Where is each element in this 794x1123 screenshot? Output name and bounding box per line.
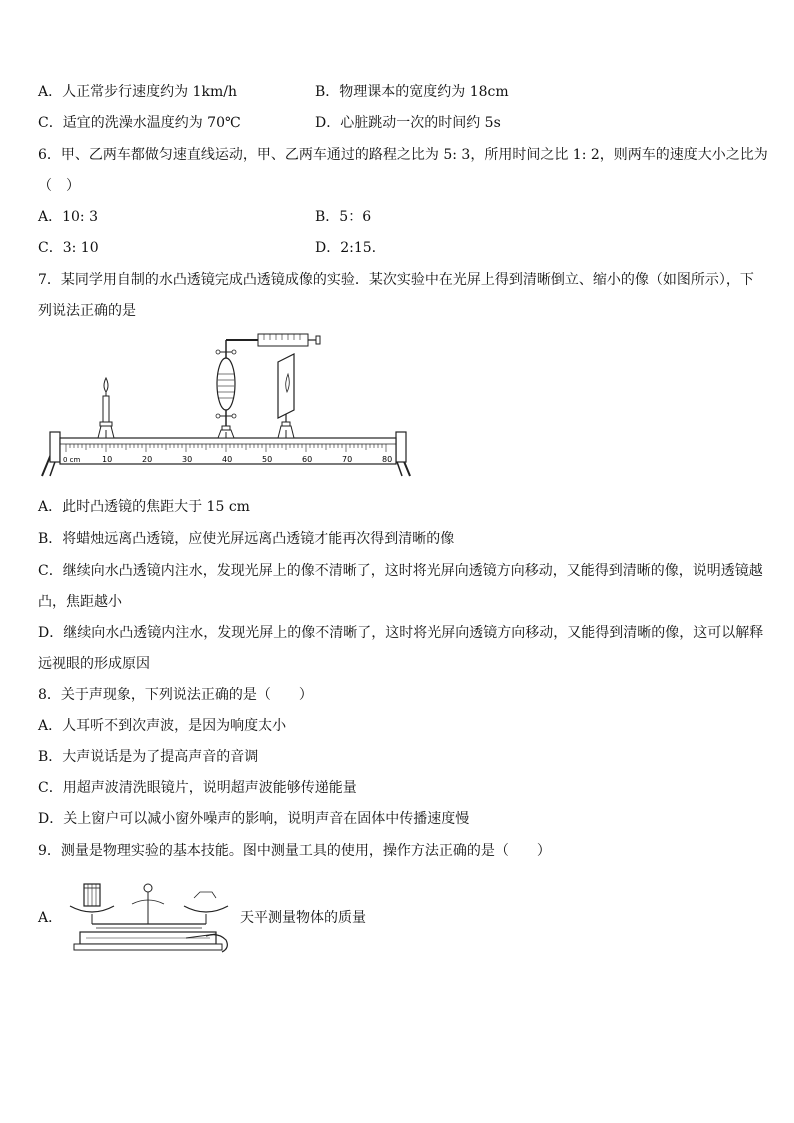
q5-option-d: D．心脏跳动一次的时间约 5s: [315, 115, 501, 131]
ruler-label-60: 60: [302, 455, 313, 464]
q7-option-d-line1: D．继续向水凸透镜内注水，发现光屏上的像不清晰了，这时将光屏向透镜方向移动，又能得到清晰的像，这可以解释: [38, 625, 764, 641]
syringe: [258, 334, 320, 346]
q6-option-d: D．2:15.: [315, 240, 377, 256]
q9-option-a-label: A．: [38, 910, 63, 926]
q7-stem-line1: 7．某同学用自制的水凸透镜完成凸透镜成像的实验．某次实验中在光屏上得到清晰倒立、缩小的像（如图所示），下: [38, 272, 754, 288]
q7-option-c-line1: C．继续向水凸透镜内注水，发现光屏上的像不清晰了，这时将光屏向透镜方向移动，又能得到清晰的像，说明透镜越: [38, 563, 763, 579]
q9-stem: 9．测量是物理实验的基本技能。图中测量工具的使用，操作方法正确的是（ ）: [38, 843, 551, 859]
q6-option-c: C．3: 10: [38, 240, 99, 256]
ruler-label-30: 30: [182, 455, 193, 464]
ruler-label-50: 50: [262, 455, 273, 464]
q8-stem: 8．关于声现象，下列说法正确的是（ ）: [38, 687, 313, 703]
q8-option-d: D．关上窗户可以减小窗外噪声的影响，说明声音在固体中传播速度慢: [38, 811, 470, 827]
q7-option-b: B．将蜡烛远离凸透镜，应使光屏远离凸透镜才能再次得到清晰的像: [38, 531, 455, 547]
q9-option-a-caption: 天平测量物体的质量: [240, 910, 366, 926]
ruler-label-80: 80: [382, 455, 393, 464]
ruler-label-unit: 0 cm: [63, 456, 81, 464]
water-convex-lens: [216, 340, 258, 438]
q7-stem-line2: 列说法正确的是: [38, 303, 136, 319]
optical-bench-figure: [36, 330, 416, 485]
q5-option-b: B．物理课本的宽度约为 18cm: [315, 84, 509, 100]
ruler-label-20: 20: [142, 455, 153, 464]
q6-option-b: B．5：6: [315, 209, 372, 225]
q6-answer-paren: （ ）: [38, 178, 80, 194]
q6-option-a: A．10: 3: [38, 209, 98, 225]
q8-option-c: C．用超声波清洗眼镜片，说明超声波能够传递能量: [38, 780, 357, 796]
ruler-label-40: 40: [222, 455, 233, 464]
q5-option-a: A．人正常步行速度约为 1km/h: [38, 84, 237, 100]
q8-option-b: B．大声说话是为了提高声音的音调: [38, 749, 259, 765]
q6-stem: 6．甲、乙两车都做匀速直线运动，甲、乙两车通过的路程之比为 5: 3，所用时间之比 1: 2，则两车的速度大小之比为: [38, 147, 768, 163]
candle: [98, 378, 114, 438]
ruler-label-10: 10: [102, 455, 113, 464]
q7-option-c-line2: 凸，焦距越小: [38, 594, 122, 610]
q7-option-d-line2: 远视眼的形成原因: [38, 656, 150, 672]
light-screen: [278, 354, 294, 438]
q8-option-a: A．人耳听不到次声波，是因为响度太小: [38, 718, 287, 734]
balance-scale-figure: [66, 876, 234, 958]
ruler-label-70: 70: [342, 455, 353, 464]
q5-option-c: C．适宜的洗澡水温度约为 70℃: [38, 115, 241, 131]
q7-option-a: A．此时凸透镜的焦距大于 15 cm: [38, 499, 250, 515]
